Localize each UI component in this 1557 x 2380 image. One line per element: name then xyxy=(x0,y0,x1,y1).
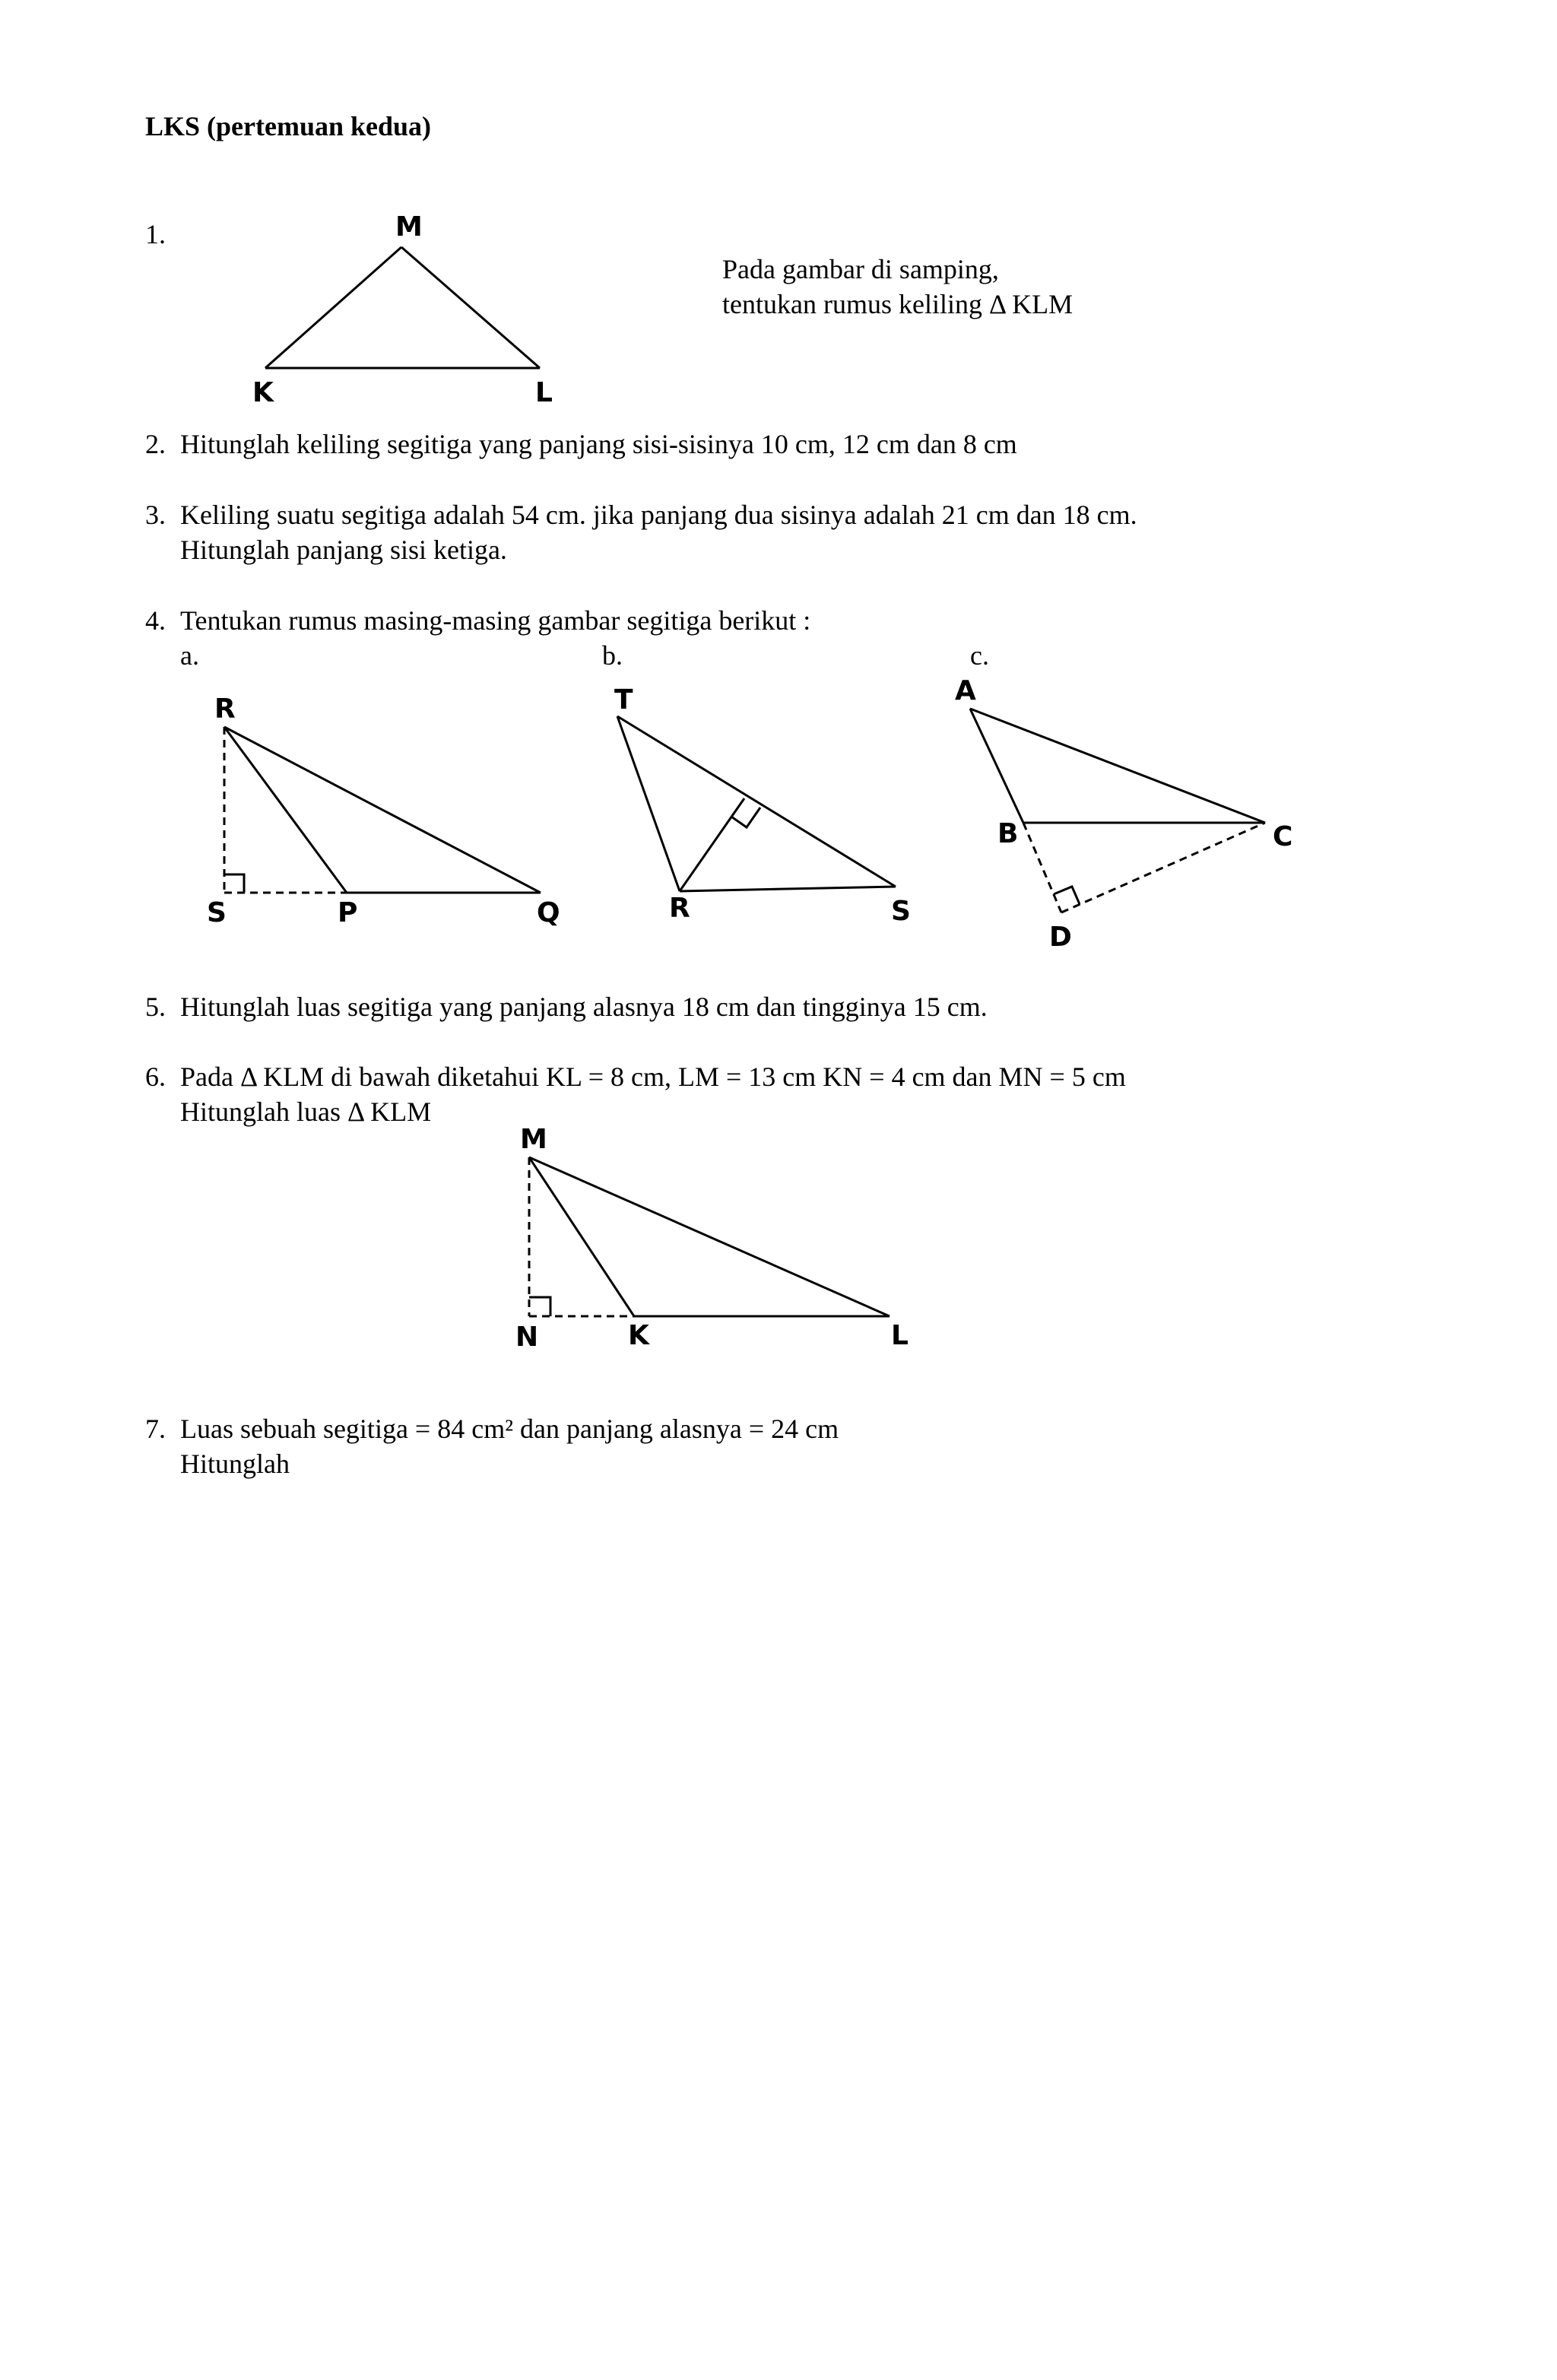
question-2-text: Hitunglah keliling segitiga yang panjang sisi-sisinya 10 cm, 12 cm dan 8 cm xyxy=(180,429,1017,459)
fig4b-side-ts xyxy=(617,716,896,887)
fig6-label-m: M xyxy=(520,1124,547,1155)
question-1-line-2: tentukan rumus keliling Δ KLM xyxy=(722,289,1073,319)
fig4a-label-q: Q xyxy=(537,897,560,928)
question-5-number: 5. xyxy=(145,992,166,1022)
question-6-line-1: Pada Δ KLM di bawah diketahui KL = 8 cm, LM = 13 cm KN = 4 cm dan MN = 5 cm xyxy=(180,1061,1126,1092)
figure-4a-triangle-rpq xyxy=(224,727,541,893)
fig6-side-ml xyxy=(529,1157,889,1316)
question-3-line-1: Keliling suatu segitiga adalah 54 cm. jika panjang dua sisinya adalah 21 cm dan 18 cm. xyxy=(180,500,1137,530)
fig1-label-l: L xyxy=(535,377,553,408)
question-3-line-2: Hitunglah panjang sisi ketiga. xyxy=(180,535,507,565)
fig4a-side-rp xyxy=(224,727,347,893)
question-1-number: 1. xyxy=(145,219,166,249)
fig1-side-km xyxy=(265,247,401,368)
fig4c-height-cd xyxy=(1061,823,1265,912)
fig6-label-n: N xyxy=(515,1322,539,1353)
fig4a-side-rq xyxy=(224,727,541,893)
question-7-number: 7. xyxy=(145,1414,166,1444)
question-1-line-1: Pada gambar di samping, xyxy=(722,254,999,284)
fig4b-side-tr xyxy=(617,716,680,891)
fig4b-label-s: S xyxy=(891,896,911,927)
figure-4c-triangle-abc xyxy=(970,709,1265,912)
fig4b-side-rs xyxy=(680,887,896,891)
question-4-sub-a: a. xyxy=(180,640,199,671)
fig6-right-angle xyxy=(529,1297,550,1316)
fig6-label-k: K xyxy=(628,1320,649,1351)
fig4a-label-s: S xyxy=(207,897,227,928)
fig4c-label-a: A xyxy=(955,675,976,706)
question-4-number: 4. xyxy=(145,605,166,636)
fig4a-right-angle xyxy=(224,874,244,893)
question-4-sub-b: b. xyxy=(602,640,623,671)
fig4c-label-b: B xyxy=(997,818,1019,849)
fig4b-label-t: T xyxy=(614,684,633,716)
question-4-sub-c: c. xyxy=(970,640,989,671)
question-6-number: 6. xyxy=(145,1061,166,1092)
fig4c-label-d: D xyxy=(1049,922,1072,953)
fig6-label-l: L xyxy=(891,1320,909,1351)
fig4a-label-r: R xyxy=(214,693,236,725)
question-2-number: 2. xyxy=(145,429,166,459)
question-3-number: 3. xyxy=(145,500,166,530)
fig1-side-ml xyxy=(401,247,540,368)
fig4c-extension-bd xyxy=(1023,823,1061,912)
figure-6-triangle-klm xyxy=(529,1157,889,1316)
fig1-label-k: K xyxy=(252,377,274,408)
question-7-line-2: Hitunglah xyxy=(180,1449,290,1479)
question-4-text: Tentukan rumus masing-masing gambar segitiga berikut : xyxy=(180,605,811,636)
figure-4b-triangle-trs xyxy=(617,716,896,891)
fig4c-right-angle xyxy=(1054,887,1080,904)
question-5-text: Hitunglah luas segitiga yang panjang alasnya 18 cm dan tingginya 15 cm. xyxy=(180,992,988,1022)
figure-1-triangle-klm xyxy=(265,247,540,368)
fig4c-label-c: C xyxy=(1273,821,1293,852)
fig4b-altitude xyxy=(680,798,744,891)
fig4b-label-r: R xyxy=(669,893,690,924)
question-7-line-1: Luas sebuah segitiga = 84 cm² dan panjang alasnya = 24 cm xyxy=(180,1414,839,1444)
fig1-label-m: M xyxy=(395,211,423,243)
page-title: LKS (pertemuan kedua) xyxy=(145,111,432,141)
question-6-line-2: Hitunglah luas Δ KLM xyxy=(180,1096,432,1127)
fig4a-label-p: P xyxy=(338,897,358,928)
